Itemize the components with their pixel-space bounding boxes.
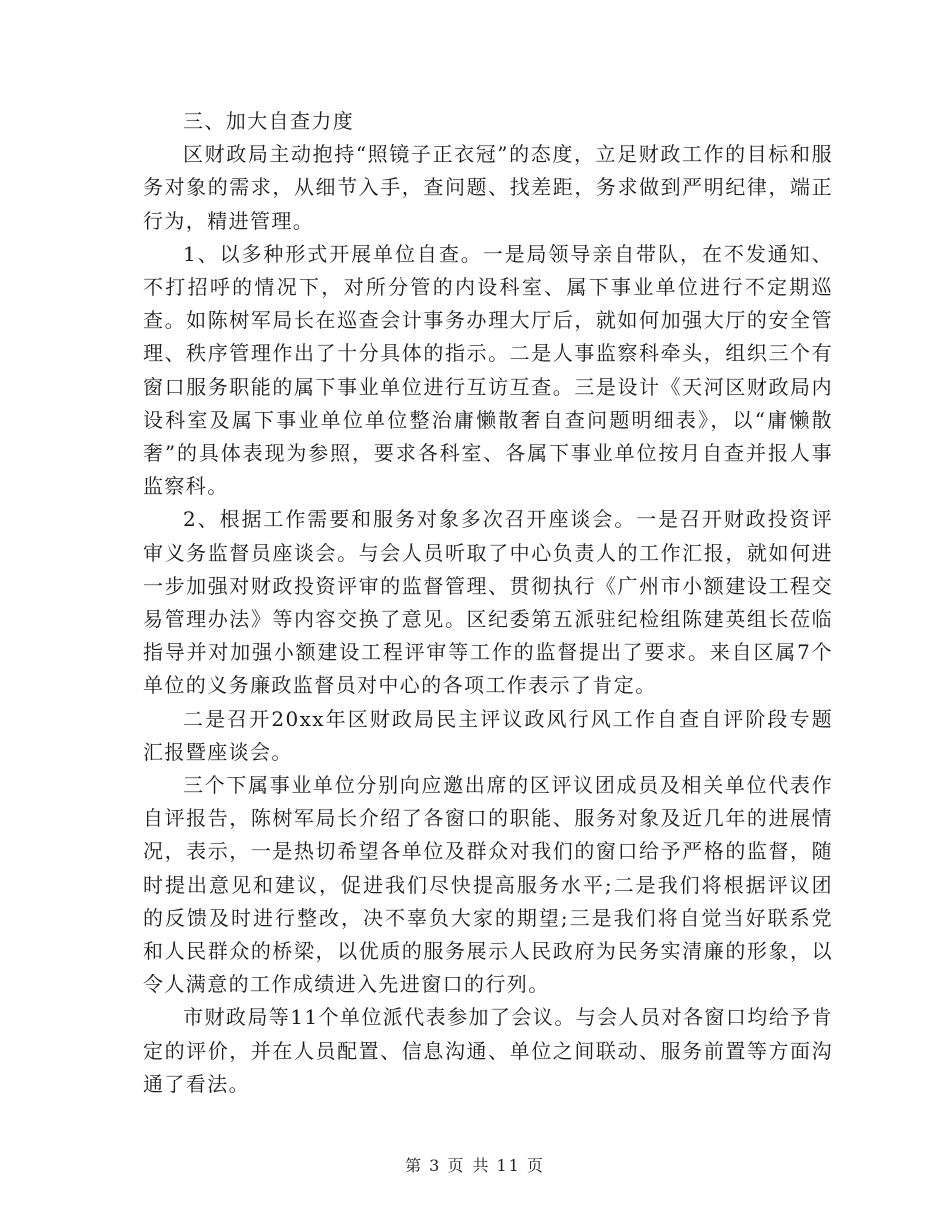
- paragraph: 1、以多种形式开展单位自查。一是局领导亲自带队，在不发通知、不打招呼的情况下，对所分管的内设科室、属下事业单位进行不定期巡查。如陈树军局长在巡查会计事务办理大厅后，就如何加强大厅的安全管理、秩序管理作出了十分具体的指示。二是人事监察科牵头，组织三个有窗口服务职能的属下事业单位进行互访互查。三是设计《天河区财政局内设科室及属下事业单位单位整治庸懒散奢自查问题明细表》，以“庸懒散奢”的具体表现为参照，要求各科室、各属下事业单位按月自查并报人事监察科。: [143, 241, 833, 499]
- paragraph: 三个下属事业单位分别向应邀出席的区评议团成员及相关单位代表作自评报告，陈树军局长介绍了各窗口的职能、服务对象及近几年的进展情况，表示，一是热切希望各单位及群众对我们的窗口给予严格的监督，随时提出意见和建议，促进我们尽快提高服务水平;二是我们将根据评议团的反馈及时进行整改，决不辜负大家的期望;三是我们将自觉当好联系党和人民群众的桥梁，以优质的服务展示人民政府为民务实清廉的形象，以令人满意的工作成绩进入先进窗口的行列。: [143, 773, 833, 997]
- footer-prefix: 第: [405, 1156, 424, 1175]
- footer-middle: 页 共: [447, 1156, 491, 1175]
- section-heading: 三、加大自查力度: [183, 109, 355, 133]
- paragraph: 市财政局等11个单位派代表参加了会议。与会人员对各窗口均给予肯定的评价，并在人员配置、信息沟通、单位之间联动、服务前置等方面沟通了看法。: [143, 1005, 833, 1096]
- footer-suffix: 页: [526, 1156, 545, 1175]
- paragraph: 区财政局主动抱持“照镜子正衣冠”的态度，立足财政工作的目标和服务对象的需求，从细节入手，查问题、找差距，务求做到严明纪律，端正行为，精进管理。: [143, 142, 833, 233]
- total-pages: 11: [496, 1156, 521, 1175]
- document-body: [143, 105, 833, 1101]
- paragraph: 2、根据工作需要和服务对象多次召开座谈会。一是召开财政投资评审义务监督员座谈会。与会人员听取了中心负责人的工作汇报，就如何进一步加强对财政投资评审的监督管理、贯彻执行《广州市小额建设工程交易管理办法》等内容交换了意见。区纪委第五派驻纪检组陈建英组长莅临指导并对加强小额建设工程评审等工作的监督提出了要求。来自区属7个单位的义务廉政监督员对中心的各项工作表示了肯定。: [143, 507, 833, 698]
- page-number: 3: [429, 1156, 442, 1175]
- page-footer: [0, 1153, 950, 1176]
- paragraph: 二是召开20xx年区财政局民主评议政风行风工作自查自评阶段专题汇报暨座谈会。: [143, 706, 833, 764]
